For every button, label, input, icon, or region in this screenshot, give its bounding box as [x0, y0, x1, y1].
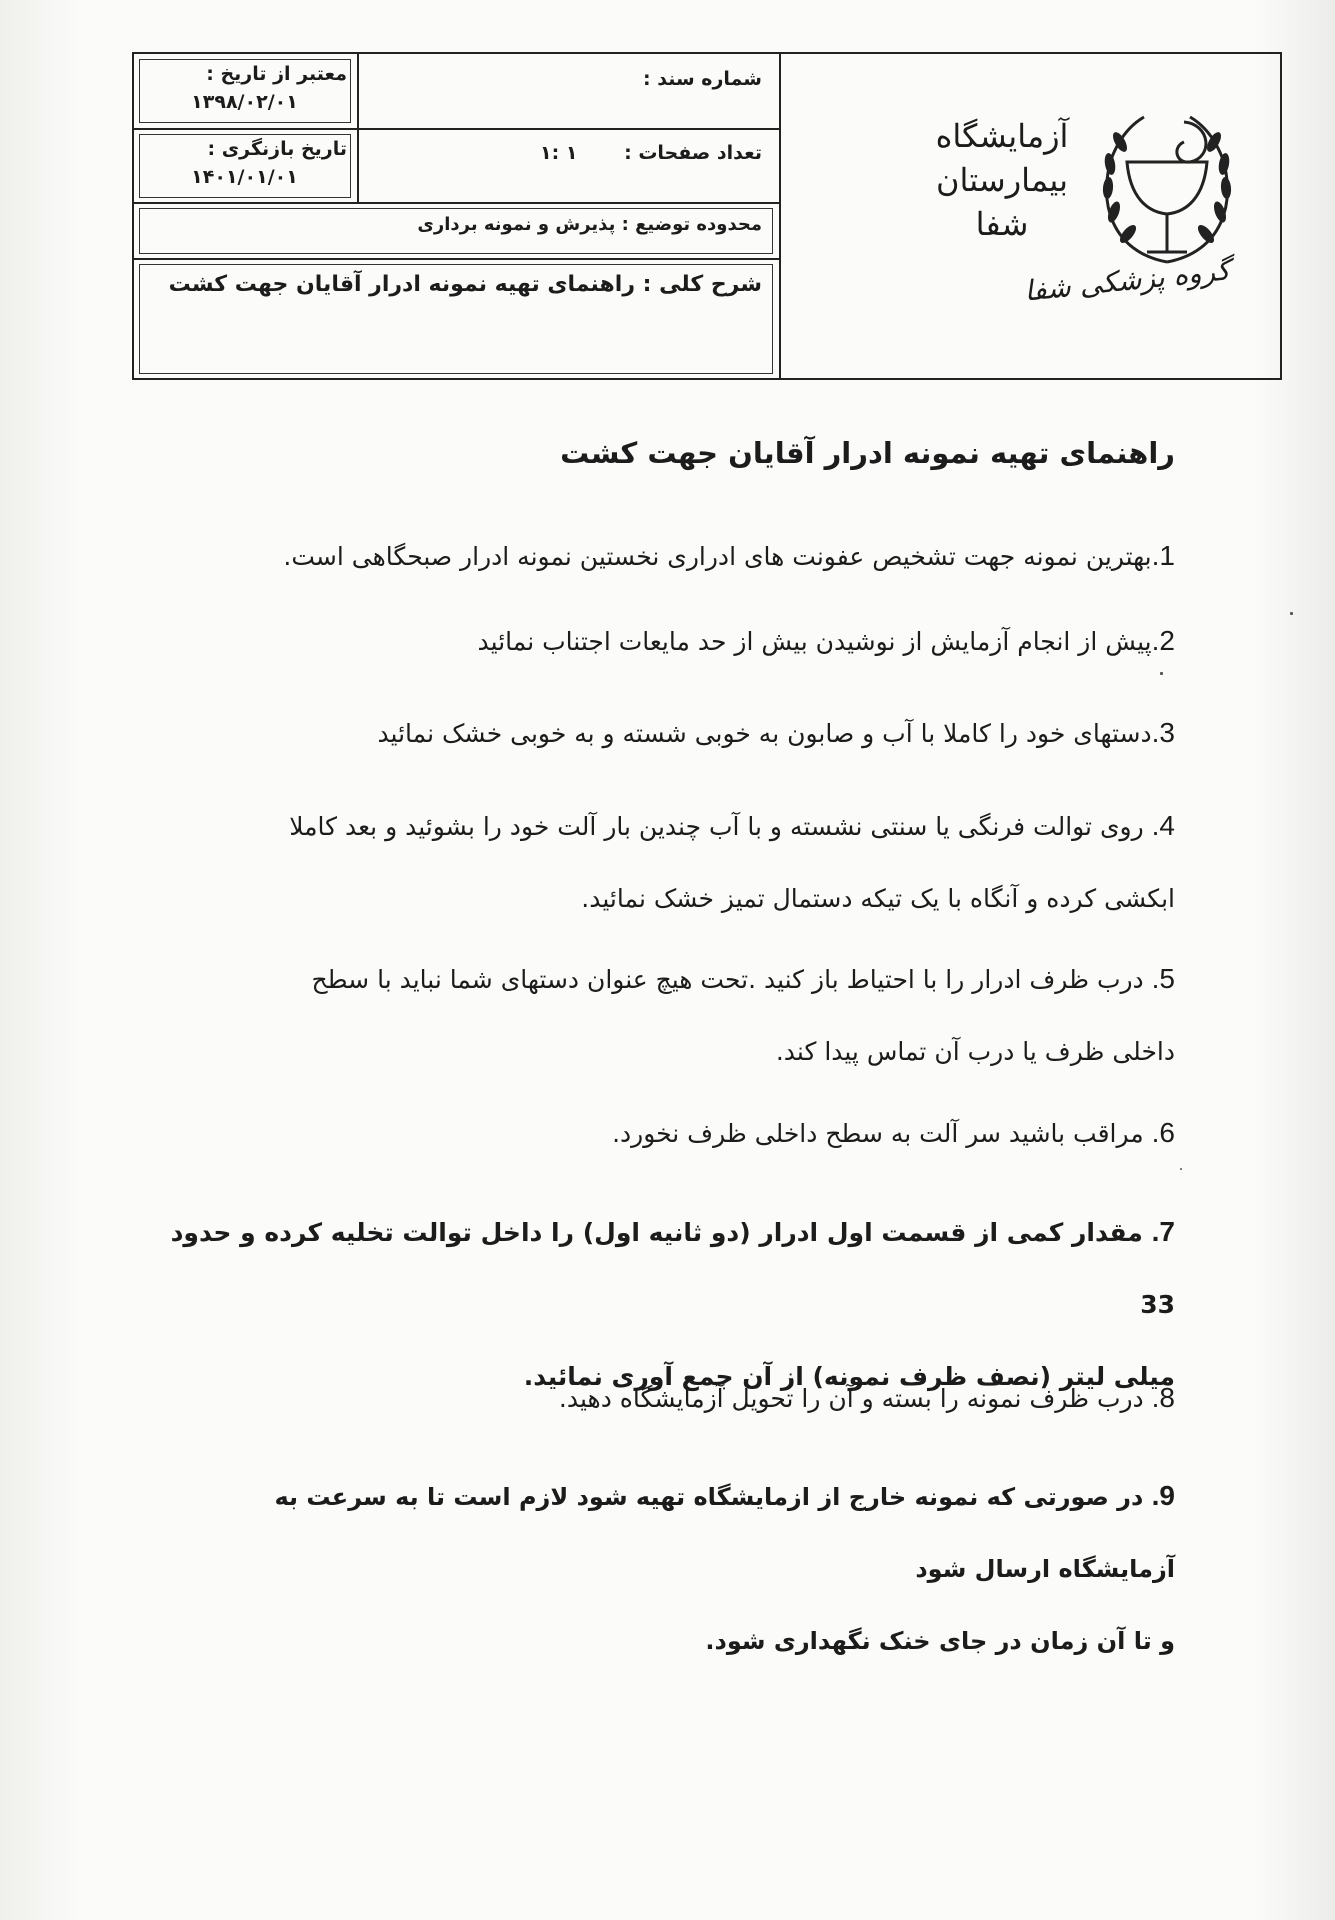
instruction-item-2: [155, 605, 1175, 678]
scope-value: پذیرش و نمونه برداری: [417, 214, 616, 235]
scan-speck: [1180, 1168, 1182, 1170]
doc-number-cell: [362, 68, 762, 90]
document-header-table: [132, 52, 1282, 380]
item-number: 7.: [1151, 1216, 1175, 1247]
item-text-line-1: روی توالت فرنگی یا سنتی نشسته و با آب چندین بار آلت خود را بشوئید و بعد کاملا: [289, 812, 1144, 841]
item-number: 2.: [1151, 625, 1175, 656]
item-text: مراقب باشید سر آلت به سطح داخلی ظرف نخورد.: [612, 1119, 1144, 1148]
org-name-block: [917, 114, 1087, 246]
page-count-value: ۱ :۱: [540, 142, 578, 164]
org-line-2: بیمارستان: [936, 161, 1068, 199]
instruction-item-3: [155, 697, 1175, 770]
item-number: 3.: [1151, 717, 1175, 748]
instruction-item-8: [155, 1362, 1175, 1435]
review-date-label: تاریخ بازنگری :: [207, 138, 347, 160]
item-text: دستهای خود را کاملا با آب و صابون به خوبی شسته و به خوبی خشک نمائید: [377, 719, 1152, 748]
item-text-line-1: درب ظرف ادرار را با احتیاط باز کنید .تحت هیچ عنوان دستهای شما نباید با سطح: [311, 965, 1144, 994]
summary-value: راهنمای تهیه نمونه ادرار آقایان جهت کشت: [168, 272, 635, 297]
valid-from-label: معتبر از تاریخ :: [206, 63, 347, 85]
instruction-item-4: [155, 790, 1175, 935]
page-count-cell: [362, 142, 762, 164]
scan-speck: [1290, 612, 1293, 615]
scan-speck: [1160, 672, 1163, 675]
org-line-1: آزمایشگاه: [935, 117, 1069, 155]
row-divider-1: [134, 128, 779, 130]
item-text-line-2: و تا آن زمان در جای خنک نگهداری شود.: [705, 1627, 1175, 1655]
row-divider-2: [134, 202, 779, 204]
item-number: 9.: [1151, 1480, 1175, 1511]
item-number: 4.: [1151, 810, 1175, 841]
valid-from-cell: [142, 60, 347, 116]
instruction-item-1: [155, 520, 1175, 593]
item-text-line-1: مقدار کمی از قسمت اول ادرار (دو ثانیه اول) را داخل توالت تخلیه کرده و حدود 33: [170, 1218, 1175, 1319]
group-signature: گروه پزشکی شفا: [1022, 253, 1232, 308]
document-title: راهنمای تهیه نمونه ادرار آقایان جهت کشت: [560, 436, 1175, 470]
org-line-3: شفا: [975, 205, 1029, 243]
summary-label: شرح کلی :: [642, 272, 762, 297]
scope-cell: [142, 214, 762, 235]
item-number: 6.: [1151, 1117, 1175, 1148]
item-text-line-1: در صورتی که نمونه خارج از ازمایشگاه تهیه شود لازم است تا به سرعت به آزمایشگاه ارسال شود: [274, 1483, 1175, 1583]
instruction-item-9: [155, 1460, 1175, 1677]
review-date-cell: [142, 135, 347, 191]
instruction-item-6: [155, 1097, 1175, 1170]
item-text-line-2: ابکشی کرده و آنگاه با یک تیکه دستمال تمیز خشک نمائید.: [581, 884, 1175, 913]
scope-label: محدوده توضیع :: [621, 214, 762, 235]
item-text-line-2: داخلی ظرف یا درب آن تماس پیدا کند.: [775, 1037, 1175, 1066]
valid-from-value: ۱۳۹۸/۰۲/۰۱: [191, 91, 298, 113]
row-divider-3: [134, 258, 779, 260]
item-number: 1.: [1151, 540, 1175, 571]
page-count-label: تعداد صفحات :: [624, 142, 762, 164]
instruction-item-5: [155, 943, 1175, 1088]
item-text-line-2: میلی لیتر (نصف ظرف نمونه) از آن جمع آوری نمائید.: [523, 1362, 1175, 1391]
review-date-value: ۱۴۰۱/۰۱/۰۱: [191, 166, 298, 188]
item-number: 8.: [1151, 1382, 1175, 1413]
logo-area: [782, 54, 1282, 380]
doc-number-label: شماره سند :: [643, 68, 762, 90]
medical-bowl-icon: [1092, 102, 1242, 272]
item-text: پیش از انجام آزمایش از نوشیدن بیش از حد مایعات اجتناب نمائید: [477, 627, 1152, 656]
item-text: درب ظرف نمونه را بسته و آن را تحویل آزمایشگاه دهید.: [558, 1384, 1144, 1413]
summary-cell: [132, 272, 762, 297]
item-text: بهترین نمونه جهت تشخیص عفونت های ادراری نخستین نمونه ادرار صبحگاهی است.: [283, 542, 1152, 571]
logo-divider: [779, 54, 781, 380]
item-number: 5.: [1151, 963, 1175, 994]
